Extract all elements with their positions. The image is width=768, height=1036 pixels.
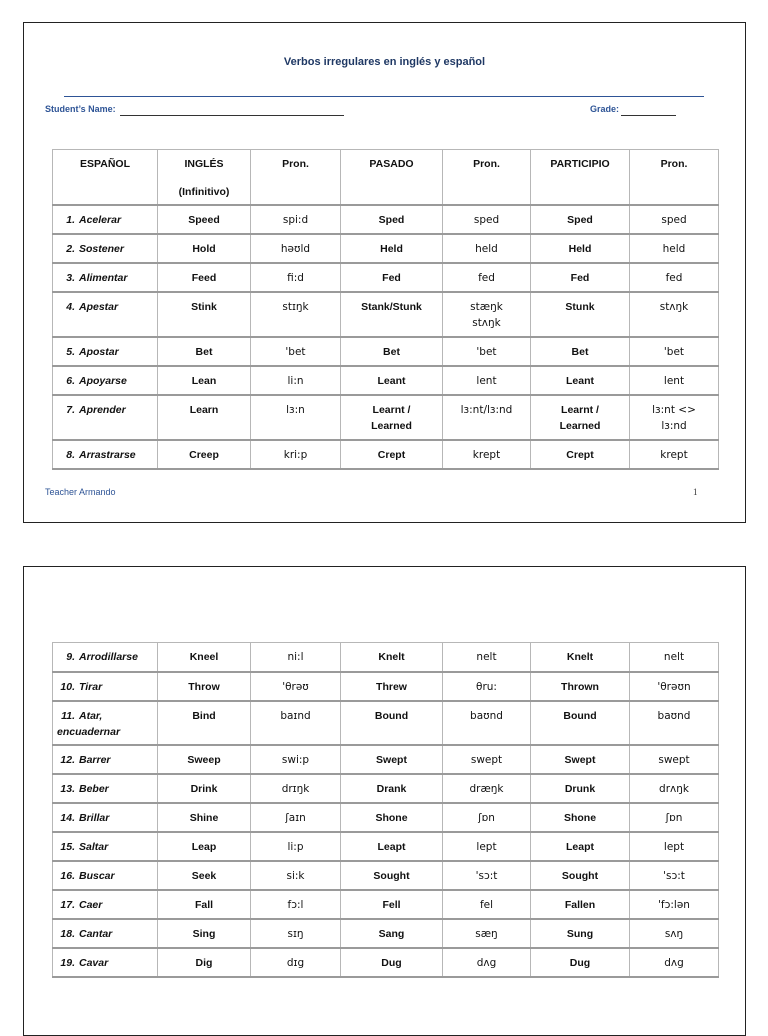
cell-past-pronunciation (443, 948, 531, 977)
row-number: 11. (61, 709, 75, 722)
cell-pronunciation: drɪŋk (251, 774, 341, 803)
past-form: Learnt / (372, 404, 411, 416)
table-row (53, 205, 719, 234)
cell-participle (531, 919, 630, 948)
table-row (53, 263, 719, 292)
participle-pron: krept (660, 449, 688, 461)
cell-past (341, 366, 443, 395)
row-number: 13. (60, 782, 75, 795)
table-row (53, 234, 719, 263)
cell-past (341, 832, 443, 861)
spanish-verb: Caer (79, 898, 103, 911)
participle-pron: fed (665, 272, 683, 284)
table-row (53, 861, 719, 890)
past-pron: baʊnd (470, 709, 503, 722)
past-form: Threw (376, 680, 407, 693)
cell-past-pronunciation (443, 337, 531, 366)
participle-form: Bet (571, 346, 589, 358)
cell-past-pronunciation (443, 643, 531, 672)
participle-pron: 'sɔ:t (663, 869, 685, 882)
cell-pronunciation: ni:l (251, 643, 341, 672)
participle-pron: ʃɒn (665, 811, 683, 824)
cell-espanol (53, 890, 158, 919)
past-pron: ʃɒn (478, 811, 495, 824)
cell-pronunciation: sɪŋ (251, 919, 341, 948)
spanish-verb: Atar, (79, 709, 103, 722)
cell-participle (531, 832, 630, 861)
past-form: Leapt (377, 840, 406, 853)
cell-pronunciation: ʃaɪn (251, 803, 341, 832)
participle-pron: 'bet (663, 346, 685, 358)
document-page-1 (23, 22, 746, 523)
cell-participle-pronunciation (630, 440, 719, 469)
past-pron: dʌg (476, 956, 497, 969)
participle-pron: sʌŋ (664, 927, 684, 940)
row-number: 1. (66, 214, 75, 226)
table-row (53, 919, 719, 948)
spanish-verb: Cantar (79, 927, 113, 940)
cell-infinitive: Sing (158, 919, 251, 948)
student-name-field[interactable] (120, 115, 344, 116)
cell-past-pronunciation (443, 745, 531, 774)
cell-participle (531, 337, 630, 366)
table-header-row (53, 150, 719, 206)
cell-past-pronunciation (443, 861, 531, 890)
header-infinitivo: (Infinitivo) (178, 186, 230, 198)
row-number: 19. (60, 956, 75, 969)
cell-participle-pronunciation (630, 672, 719, 701)
cell-espanol (53, 774, 158, 803)
cell-infinitive: Leap (158, 832, 251, 861)
past-form: Held (380, 243, 403, 255)
cell-past (341, 803, 443, 832)
participle-form: Learnt / (561, 404, 599, 416)
participle-form: Drunk (564, 782, 596, 795)
header-espanol: ESPAÑOL (53, 150, 158, 206)
table-row (53, 701, 719, 745)
past-pron: nelt (476, 651, 497, 663)
table-row (53, 832, 719, 861)
cell-past-pronunciation (443, 774, 531, 803)
past-form: Shone (375, 811, 408, 824)
cell-pronunciation: li:p (251, 832, 341, 861)
table-row (53, 672, 719, 701)
participle-pron-line2: lɜ:nd (661, 420, 687, 432)
grade-label: Grade: (590, 104, 620, 114)
table-row (53, 803, 719, 832)
past-form: Sped (378, 214, 405, 226)
participle-form: Thrown (561, 680, 599, 693)
cell-espanol (53, 803, 158, 832)
cell-infinitive: Feed (158, 263, 251, 292)
cell-participle (531, 803, 630, 832)
cell-past (341, 919, 443, 948)
table-row (53, 774, 719, 803)
past-pron: 'sɔ:t (475, 869, 498, 882)
participle-form: Shone (563, 811, 597, 824)
spanish-verb-line2: encuadernar (57, 725, 121, 738)
verbs-table-page-2 (52, 642, 719, 978)
row-number: 5. (66, 346, 75, 358)
cell-infinitive: Drink (158, 774, 251, 803)
cell-past (341, 440, 443, 469)
past-pron: krept (472, 449, 501, 461)
cell-past-pronunciation (443, 919, 531, 948)
cell-participle (531, 440, 630, 469)
participle-pron: nelt (663, 651, 685, 663)
table-row (53, 366, 719, 395)
cell-past-pronunciation (443, 292, 531, 337)
cell-participle (531, 745, 630, 774)
cell-infinitive: Hold (158, 234, 251, 263)
cell-participle (531, 234, 630, 263)
past-form: Bet (383, 346, 400, 358)
participle-form: Leapt (565, 840, 594, 853)
cell-participle (531, 395, 630, 440)
spanish-verb: Barrer (79, 753, 111, 766)
cell-participle-pronunciation (630, 643, 719, 672)
participle-pron: lɜ:nt <> (652, 404, 696, 416)
spanish-verb: Sostener (79, 243, 124, 255)
cell-participle-pronunciation (630, 919, 719, 948)
footer-author: Teacher Armando (45, 487, 116, 497)
cell-past (341, 890, 443, 919)
cell-past (341, 205, 443, 234)
participle-form: Sought (561, 869, 599, 882)
cell-participle-pronunciation (630, 263, 719, 292)
row-number: 6. (66, 375, 75, 387)
cell-infinitive: Bind (158, 701, 251, 745)
past-form-line2: Learned (371, 420, 412, 432)
cell-past-pronunciation (443, 234, 531, 263)
participle-form-line2: Learned (559, 420, 601, 432)
verbs-table-page-1 (52, 149, 719, 470)
past-pron: 'bet (476, 346, 497, 358)
table-row (53, 440, 719, 469)
cell-infinitive: Sweep (158, 745, 251, 774)
header-ingles (158, 150, 251, 206)
cell-past (341, 745, 443, 774)
past-form: Drank (376, 782, 407, 795)
row-number: 10. (60, 680, 75, 693)
past-pron: stæŋk (470, 301, 503, 313)
cell-past (341, 395, 443, 440)
participle-form: Bound (563, 709, 597, 722)
spanish-verb: Arrodillarse (79, 651, 138, 663)
spanish-verb: Buscar (79, 869, 115, 882)
cell-participle (531, 890, 630, 919)
cell-past-pronunciation (443, 672, 531, 701)
cell-participle-pronunciation (630, 832, 719, 861)
cell-espanol (53, 701, 158, 745)
cell-pronunciation: fɔ:l (251, 890, 341, 919)
cell-espanol (53, 919, 158, 948)
cell-participle-pronunciation (630, 890, 719, 919)
header-past-pron: Pron. (443, 150, 531, 206)
cell-participle-pronunciation (630, 366, 719, 395)
cell-espanol (53, 292, 158, 337)
row-number: 16. (60, 869, 75, 882)
cell-infinitive: Lean (158, 366, 251, 395)
table-row (53, 337, 719, 366)
cell-participle-pronunciation (630, 803, 719, 832)
cell-pronunciation: spi:d (251, 205, 341, 234)
cell-espanol (53, 395, 158, 440)
cell-pronunciation: stɪŋk (251, 292, 341, 337)
cell-infinitive: Throw (158, 672, 251, 701)
cell-participle-pronunciation (630, 745, 719, 774)
spanish-verb: Apestar (79, 301, 119, 313)
participle-pron: lent (663, 375, 685, 387)
cell-participle-pronunciation (630, 337, 719, 366)
participle-form: Sped (567, 214, 593, 226)
row-number: 14. (60, 811, 75, 824)
participle-pron: baʊnd (657, 709, 691, 722)
cell-pronunciation: si:k (251, 861, 341, 890)
cell-past-pronunciation (443, 205, 531, 234)
table-body (53, 643, 719, 977)
cell-pronunciation: 'bet (251, 337, 341, 366)
cell-participle-pronunciation (630, 861, 719, 890)
table-row (53, 395, 719, 440)
document-page-2 (23, 566, 746, 1036)
participle-pron: drʌŋk (659, 782, 689, 795)
cell-espanol (53, 643, 158, 672)
header-ingles-label: INGLÉS (184, 158, 224, 170)
table-row (53, 643, 719, 672)
past-pron-line2: stʌŋk (472, 317, 501, 329)
cell-infinitive: Stink (158, 292, 251, 337)
past-form: Sang (378, 927, 405, 940)
participle-pron: sped (661, 214, 687, 226)
spanish-verb: Arrastrarse (79, 449, 136, 461)
participle-pron: stʌŋk (659, 301, 689, 313)
participle-pron: swept (658, 753, 690, 766)
table-body (53, 205, 719, 469)
past-form: Dug (381, 956, 402, 969)
past-pron: fed (478, 272, 495, 284)
cell-past-pronunciation (443, 803, 531, 832)
cell-past-pronunciation (443, 890, 531, 919)
page-number: 1 (693, 487, 698, 497)
participle-pron: lept (663, 840, 685, 853)
row-number: 4. (66, 301, 75, 313)
past-pron: θru: (476, 680, 497, 693)
cell-participle (531, 366, 630, 395)
cell-past-pronunciation (443, 366, 531, 395)
cell-participle (531, 205, 630, 234)
participle-pron: dʌg (664, 956, 684, 969)
table-row (53, 745, 719, 774)
row-number: 7. (66, 404, 75, 416)
table-row (53, 292, 719, 337)
cell-past (341, 672, 443, 701)
cell-participle (531, 263, 630, 292)
participle-form: Leant (565, 375, 594, 387)
cell-past (341, 292, 443, 337)
student-name-label: Student’s Name: (45, 104, 116, 114)
participle-form: Stunk (565, 301, 595, 313)
cell-espanol (53, 440, 158, 469)
participle-pron: held (662, 243, 686, 255)
cell-pronunciation: kri:p (251, 440, 341, 469)
cell-past (341, 234, 443, 263)
cell-participle (531, 672, 630, 701)
grade-field[interactable] (621, 115, 676, 116)
cell-participle (531, 774, 630, 803)
participle-form: Fallen (564, 898, 596, 911)
participle-form: Swept (564, 753, 596, 766)
past-pron: lent (476, 375, 497, 387)
past-pron: held (475, 243, 498, 255)
cell-participle (531, 292, 630, 337)
cell-past-pronunciation (443, 395, 531, 440)
cell-espanol (53, 861, 158, 890)
spanish-verb: Cavar (79, 956, 109, 969)
cell-past (341, 774, 443, 803)
cell-pronunciation: dɪg (251, 948, 341, 977)
table-row (53, 948, 719, 977)
row-number: 9. (66, 651, 75, 663)
cell-espanol (53, 205, 158, 234)
spanish-verb: Alimentar (79, 272, 128, 284)
participle-form: Knelt (566, 651, 594, 663)
cell-past-pronunciation (443, 263, 531, 292)
cell-infinitive: Bet (158, 337, 251, 366)
participle-pron: 'θrəʊn (657, 680, 691, 693)
spanish-verb: Aprender (79, 404, 126, 416)
row-number: 17. (60, 898, 75, 911)
row-number: 18. (60, 927, 75, 940)
row-number: 2. (66, 243, 75, 255)
cell-past (341, 263, 443, 292)
cell-infinitive: Dig (158, 948, 251, 977)
title-rule (64, 96, 704, 97)
cell-past (341, 643, 443, 672)
cell-infinitive: Shine (158, 803, 251, 832)
cell-espanol (53, 832, 158, 861)
header-participio: PARTICIPIO (531, 150, 630, 206)
past-pron: fel (479, 898, 494, 911)
participle-form: Fed (570, 272, 590, 284)
cell-espanol (53, 948, 158, 977)
participle-form: Crept (566, 449, 594, 461)
cell-espanol (53, 366, 158, 395)
cell-espanol (53, 672, 158, 701)
cell-espanol (53, 234, 158, 263)
cell-infinitive: Creep (158, 440, 251, 469)
cell-past (341, 948, 443, 977)
cell-pronunciation: fi:d (251, 263, 341, 292)
cell-participle-pronunciation (630, 948, 719, 977)
header-part-pron: Pron. (630, 150, 719, 206)
cell-participle-pronunciation (630, 234, 719, 263)
spanish-verb: Apostar (79, 346, 119, 358)
spanish-verb: Beber (79, 782, 109, 795)
cell-participle (531, 701, 630, 745)
cell-pronunciation: swi:p (251, 745, 341, 774)
cell-participle-pronunciation (630, 205, 719, 234)
cell-pronunciation: lɜ:n (251, 395, 341, 440)
cell-past (341, 337, 443, 366)
participle-pron: 'fɔ:lən (658, 898, 690, 911)
row-number: 12. (60, 753, 75, 766)
document-title: Verbos irregulares en inglés y español (283, 56, 486, 68)
cell-participle-pronunciation (630, 774, 719, 803)
past-form: Swept (376, 753, 407, 766)
past-form: Bound (374, 709, 409, 722)
past-pron: lɜ:nt/lɜ:nd (460, 404, 513, 416)
past-pron: dræŋk (469, 782, 504, 795)
cell-participle (531, 643, 630, 672)
cell-espanol (53, 745, 158, 774)
past-pron: sæŋ (475, 927, 498, 940)
cell-infinitive: Speed (158, 205, 251, 234)
past-pron: sped (473, 214, 500, 226)
cell-participle-pronunciation (630, 395, 719, 440)
past-pron: swept (470, 753, 503, 766)
cell-past-pronunciation (443, 832, 531, 861)
spanish-verb: Tirar (79, 680, 103, 693)
cell-pronunciation: baɪnd (251, 701, 341, 745)
cell-infinitive: Seek (158, 861, 251, 890)
cell-espanol (53, 337, 158, 366)
spanish-verb: Saltar (79, 840, 109, 853)
cell-past (341, 701, 443, 745)
cell-infinitive: Kneel (158, 643, 251, 672)
cell-participle (531, 861, 630, 890)
row-number: 3. (66, 272, 75, 284)
cell-pronunciation: 'θrəʊ (251, 672, 341, 701)
cell-past (341, 861, 443, 890)
cell-infinitive: Fall (158, 890, 251, 919)
header-pasado: PASADO (341, 150, 443, 206)
past-form: Leant (377, 375, 406, 387)
cell-infinitive: Learn (158, 395, 251, 440)
cell-past-pronunciation (443, 701, 531, 745)
past-form: Stank/Stunk (361, 301, 422, 313)
header-pron: Pron. (251, 150, 341, 206)
cell-past-pronunciation (443, 440, 531, 469)
row-number: 15. (60, 840, 75, 853)
cell-participle-pronunciation (630, 701, 719, 745)
participle-form: Dug (569, 956, 591, 969)
row-number: 8. (66, 449, 75, 461)
participle-form: Sung (566, 927, 594, 940)
past-form: Crept (377, 449, 406, 461)
table-row (53, 890, 719, 919)
past-pron: lept (476, 840, 497, 853)
cell-pronunciation: li:n (251, 366, 341, 395)
past-form: Knelt (378, 651, 405, 663)
cell-participle (531, 948, 630, 977)
spanish-verb: Apoyarse (79, 375, 127, 387)
past-form: Sought (373, 869, 410, 882)
cell-participle-pronunciation (630, 292, 719, 337)
participle-form: Held (568, 243, 592, 255)
past-form: Fell (382, 898, 401, 911)
spanish-verb: Acelerar (79, 214, 122, 226)
cell-espanol (53, 263, 158, 292)
spanish-verb: Brillar (79, 811, 110, 824)
past-form: Fed (382, 272, 401, 284)
cell-pronunciation: həʊld (251, 234, 341, 263)
